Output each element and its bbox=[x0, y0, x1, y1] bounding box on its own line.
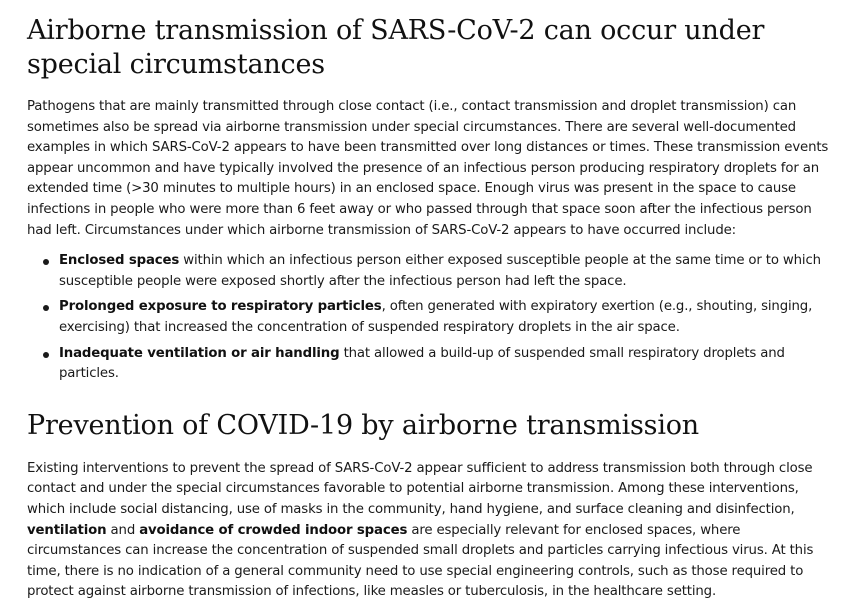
emphasis-ventilation: ventilation bbox=[27, 522, 107, 538]
paragraph-text: are especially relevant for enclosed spaces, where circumstances can increase the concentration of suspended small droplets and particles carrying infectious virus. At this time, there is no indication of a general community need to use special engineering controls, such as those required to protect against airborne transmission of infections, like measles or tuberculosis, in the healthcare setting. bbox=[27, 522, 814, 600]
list-item-text: , often generated with expiratory exertion (e.g., shouting, singing, exercising) that increased the concentration of suspended respiratory droplets in the air space. bbox=[59, 299, 813, 335]
list-item-bold-lead: Inadequate ventilation or air handling bbox=[59, 345, 340, 361]
list-item-bold-lead: Enclosed spaces bbox=[59, 253, 180, 269]
list-item-bold-lead: Prolonged exposure to respiratory particles bbox=[59, 299, 382, 315]
section-paragraph-prevention bbox=[27, 459, 835, 603]
list-item-inadequate-ventilation bbox=[59, 344, 835, 385]
emphasis-avoid-crowded-spaces: avoidance of crowded indoor spaces bbox=[139, 522, 408, 538]
paragraph-text: and bbox=[106, 522, 140, 538]
circumstances-list bbox=[27, 251, 835, 385]
section-heading-airborne-transmission: Airborne transmission of SARS-CoV-2 can occur under special circumstances bbox=[27, 15, 765, 80]
section-paragraph-airborne-transmission: Pathogens that are mainly transmitted through close contact (i.e., contact transmission and droplet transmission) can sometimes also be spread via airborne transmission under special circumstances. There are several well-documented examples in which SARS-CoV-2 appears to have been transmitted over long distances or times. These transmission events appear uncommon and have typically involved the presence of an infectious person producing respiratory droplets for an extended time (>30 minutes to multiple hours) in an enclosed space. Enough virus was present in the space to cause infections in people who were more than 6 feet away or who passed through that space soon after the infectious person had left. Circumstances under which airborne transmission of SARS-CoV-2 appears to have occurred include: bbox=[27, 99, 829, 238]
list-item-text: that allowed a build-up of suspended small respiratory droplets and particles. bbox=[59, 345, 785, 382]
list-item-prolonged-exposure bbox=[59, 297, 835, 338]
paragraph-text: Existing interventions to prevent the spread of SARS-CoV-2 appear sufficient to address transmission both through close contact and under the special circumstances favorable to potential airborne transmission. Among these interventions, which include social distancing, use of masks in the community, hand hygiene, and surface cleaning and disinfection, bbox=[27, 460, 813, 517]
section-heading-prevention: Prevention of COVID-19 by airborne transmission bbox=[27, 409, 699, 441]
article-content bbox=[27, 0, 835, 603]
list-item-text: within which an infectious person either exposed susceptible people at the same time or to which susceptible people were exposed shortly after the infectious person had left the space. bbox=[59, 253, 821, 289]
list-item-enclosed-spaces bbox=[59, 251, 835, 292]
